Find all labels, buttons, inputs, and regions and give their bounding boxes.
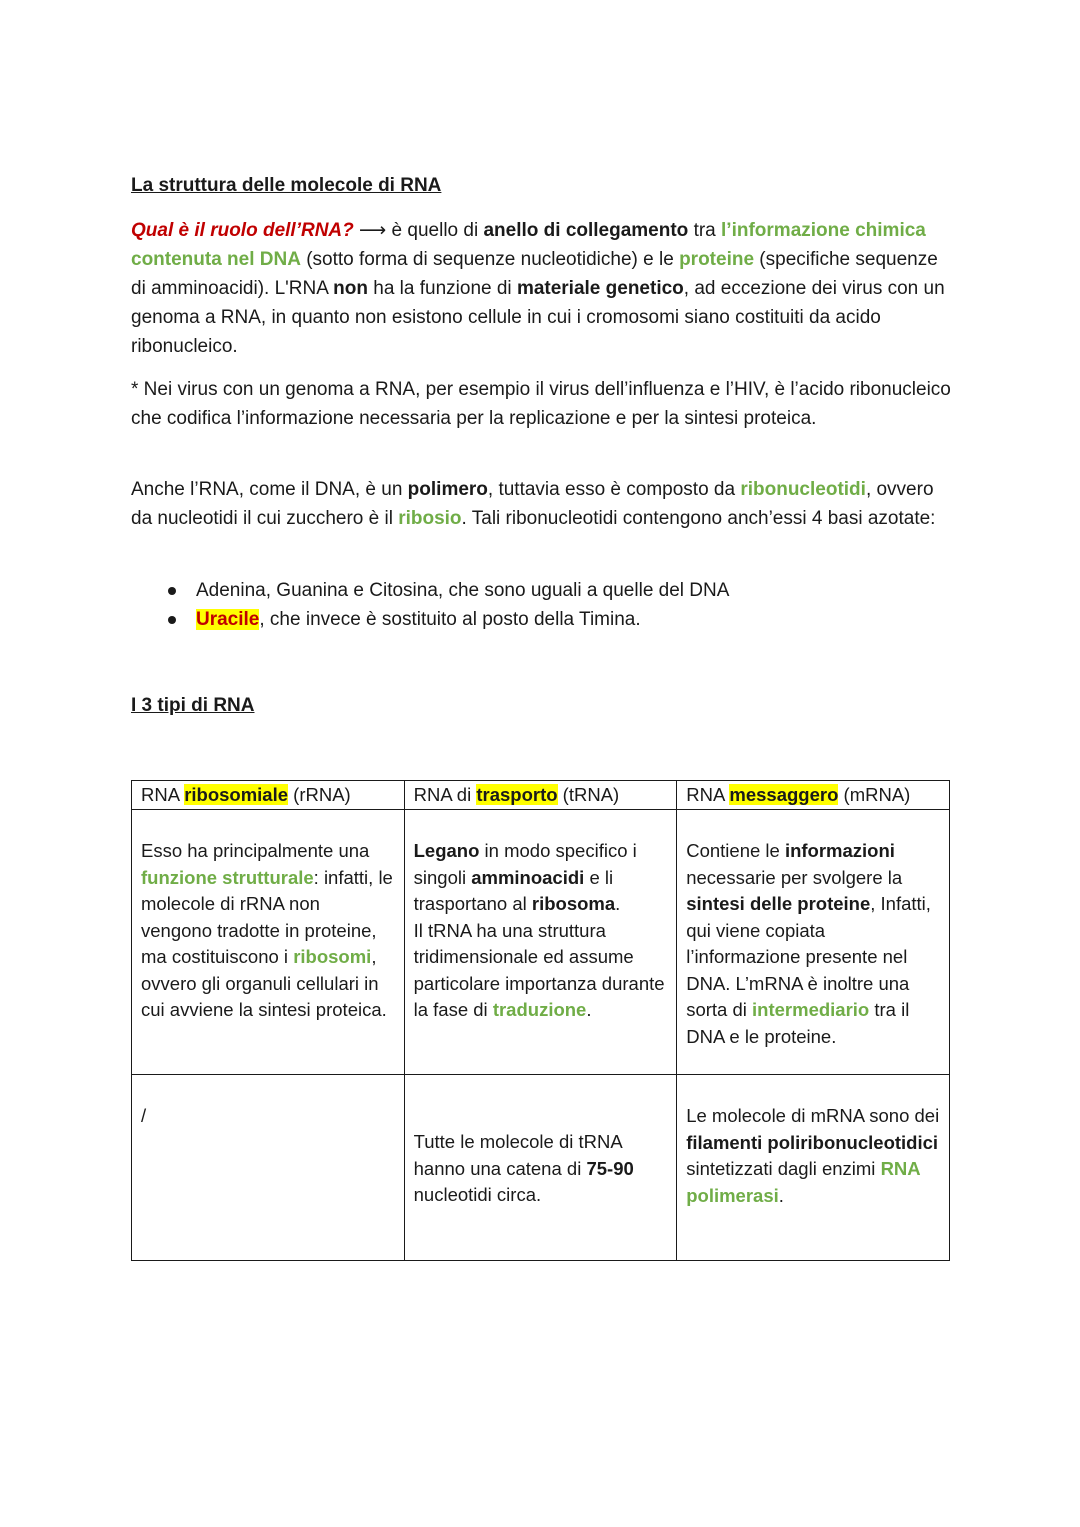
header-rrna: RNA ribosomiale (rRNA) [132,781,405,810]
header-trna: RNA di trasporto (tRNA) [404,781,677,810]
bullet-icon [168,616,176,624]
cell-mrna-extra: Le molecole di mRNA sono dei filamenti poliribonucleotidici sintetizzati dagli enzimi RNA polimerasi. [677,1075,950,1261]
cell-mrna-description: Contiene le informazioni necessarie per svolgere la sintesi delle proteine, Infatti, qui viene copiata l’informazione presente nel DNA. L’mRNA è inoltre una sorta di intermediario tra il DNA e le proteine. [677,810,950,1075]
cell-rrna-extra: / [132,1075,405,1261]
list-item: Uracile, che invece è sostituito al posto della Timina. [131,605,729,634]
bullet-icon [168,587,176,595]
bases-list [131,576,729,634]
section-title-structure: La struttura delle molecole di RNA [131,175,442,196]
cell-trna-description: Legano in modo specifico i singoli amminoacidi e li trasportano al ribosoma. Il tRNA ha una struttura tridimensionale ed assume particolare importanza durante la fase di traduzione. [404,810,677,1075]
intro-paragraph: Qual è il ruolo dell’RNA? ⟶ è quello di anello di collegamento tra l’informazione chimica contenuta nel DNA (sotto forma di sequenze nucleotidiche) e le proteine (specifiche sequenze di amminoacidi). L'RNA non ha la funzione di materiale genetico, ad eccezione dei virus con un genoma a RNA, in quanto non esistono cellule in cui i cromosomi siano costituiti da acido ribonucleico. [131,220,945,357]
polymer-paragraph: Anche l’RNA, come il DNA, è un polimero, tuttavia esso è composto da ribonucleotidi, ovvero da nucleotidi il cui zucchero è il ribosio. Tali ribonucleotidi contengono anch’essi 4 basi azotate: [131,479,936,529]
virus-note-paragraph: * Nei virus con un genoma a RNA, per esempio il virus dell’influenza e l’HIV, è l’acido ribonucleico che codifica l’informazione necessaria per la replicazione e per la sintesi proteica. [131,379,951,429]
cell-trna-extra: Tutte le molecole di tRNA hanno una catena di 75-90 nucleotidi circa. [404,1075,677,1261]
table-row [132,810,950,1075]
list-item: Adenina, Guanina e Citosina, che sono uguali a quelle del DNA [131,576,729,605]
header-mrna: RNA messaggero (mRNA) [677,781,950,810]
cell-rrna-description: Esso ha principalmente una funzione strutturale: infatti, le molecole di rRNA non vengono tradotte in proteine, ma costituiscono i ribosomi, ovvero gli organuli cellulari in cui avviene la sintesi proteica. [132,810,405,1075]
question-text: Qual è il ruolo dell’RNA? [131,220,354,241]
rna-types-table [131,780,950,1261]
arrow-icon: ⟶ [359,220,387,241]
table-header-row [132,781,950,810]
table-row [132,1075,950,1261]
section-title-rna-types: I 3 tipi di RNA [131,695,255,716]
